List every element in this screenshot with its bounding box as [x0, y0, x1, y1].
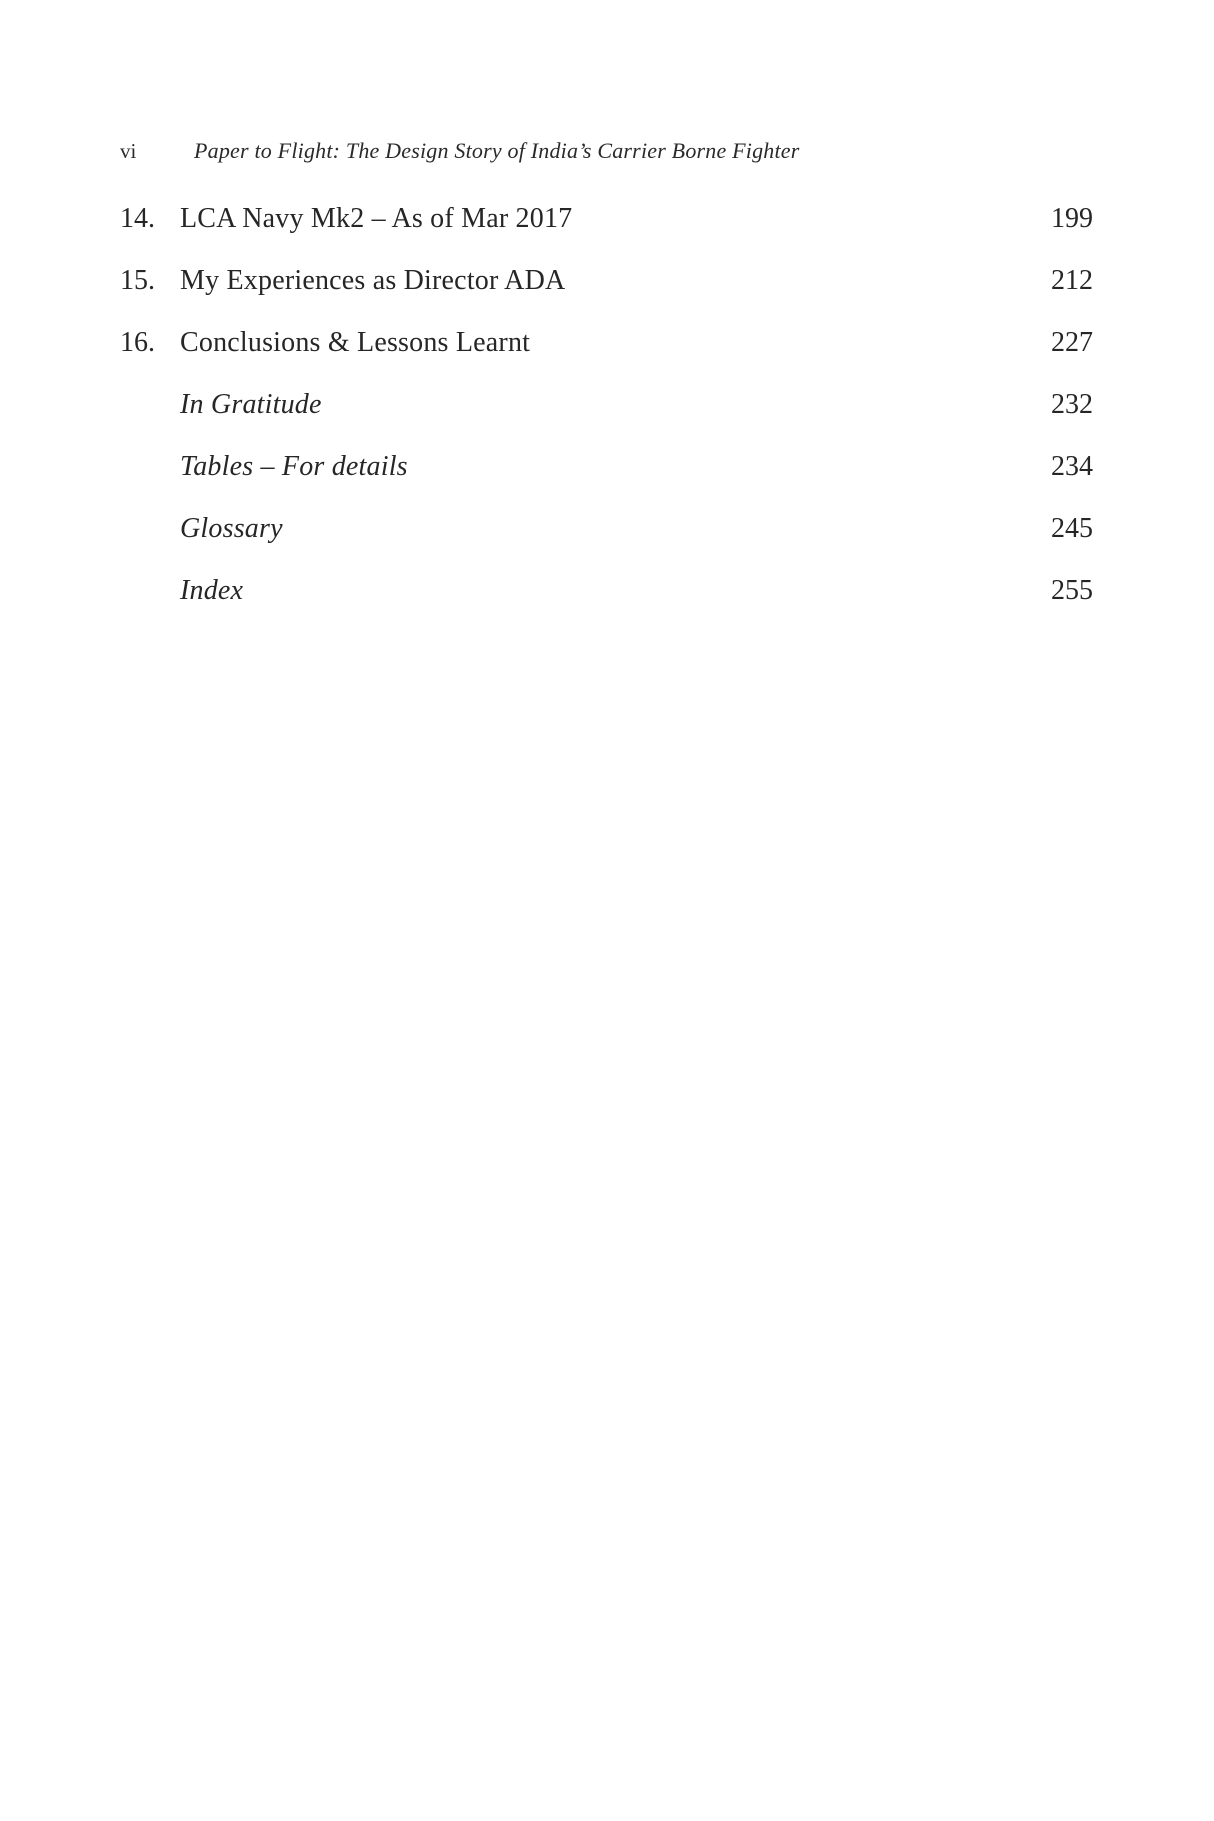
toc-list [120, 204, 1093, 606]
toc-entry [120, 328, 1093, 358]
toc-entry-title: Glossary [180, 513, 283, 544]
page-header [120, 138, 1093, 164]
toc-entry-number: 16. [120, 327, 155, 358]
toc-entry [120, 514, 1093, 544]
toc-entry-number: 15. [120, 265, 155, 296]
toc-entry-title: My Experiences as Director ADA [180, 265, 566, 296]
running-header: Paper to Flight: The Design Story of India’s Carrier Borne Fighter [194, 138, 800, 163]
toc-entry-title: Conclusions & Lessons Learnt [180, 327, 531, 358]
toc-entry-title: Tables – For details [180, 451, 408, 482]
folio-page-number: vi [120, 139, 137, 163]
toc-entry [120, 576, 1093, 606]
toc-entry-number: 14. [120, 203, 155, 234]
toc-entry-page: 245 [1051, 513, 1093, 544]
toc-entry [120, 390, 1093, 420]
toc-entry [120, 204, 1093, 234]
toc-entry-page: 232 [1051, 389, 1093, 420]
toc-entry-page: 255 [1051, 575, 1093, 606]
toc-entry-page: 199 [1051, 203, 1093, 234]
toc-entry-title: LCA Navy Mk2 – As of Mar 2017 [180, 203, 573, 234]
toc-entry-title: Index [180, 575, 244, 606]
toc-entry-title: In Gratitude [180, 389, 322, 420]
toc-entry-page: 234 [1051, 451, 1093, 482]
toc-entry-page: 212 [1051, 265, 1093, 296]
toc-entry [120, 452, 1093, 482]
toc-entry [120, 266, 1093, 296]
toc-entry-page: 227 [1051, 327, 1093, 358]
